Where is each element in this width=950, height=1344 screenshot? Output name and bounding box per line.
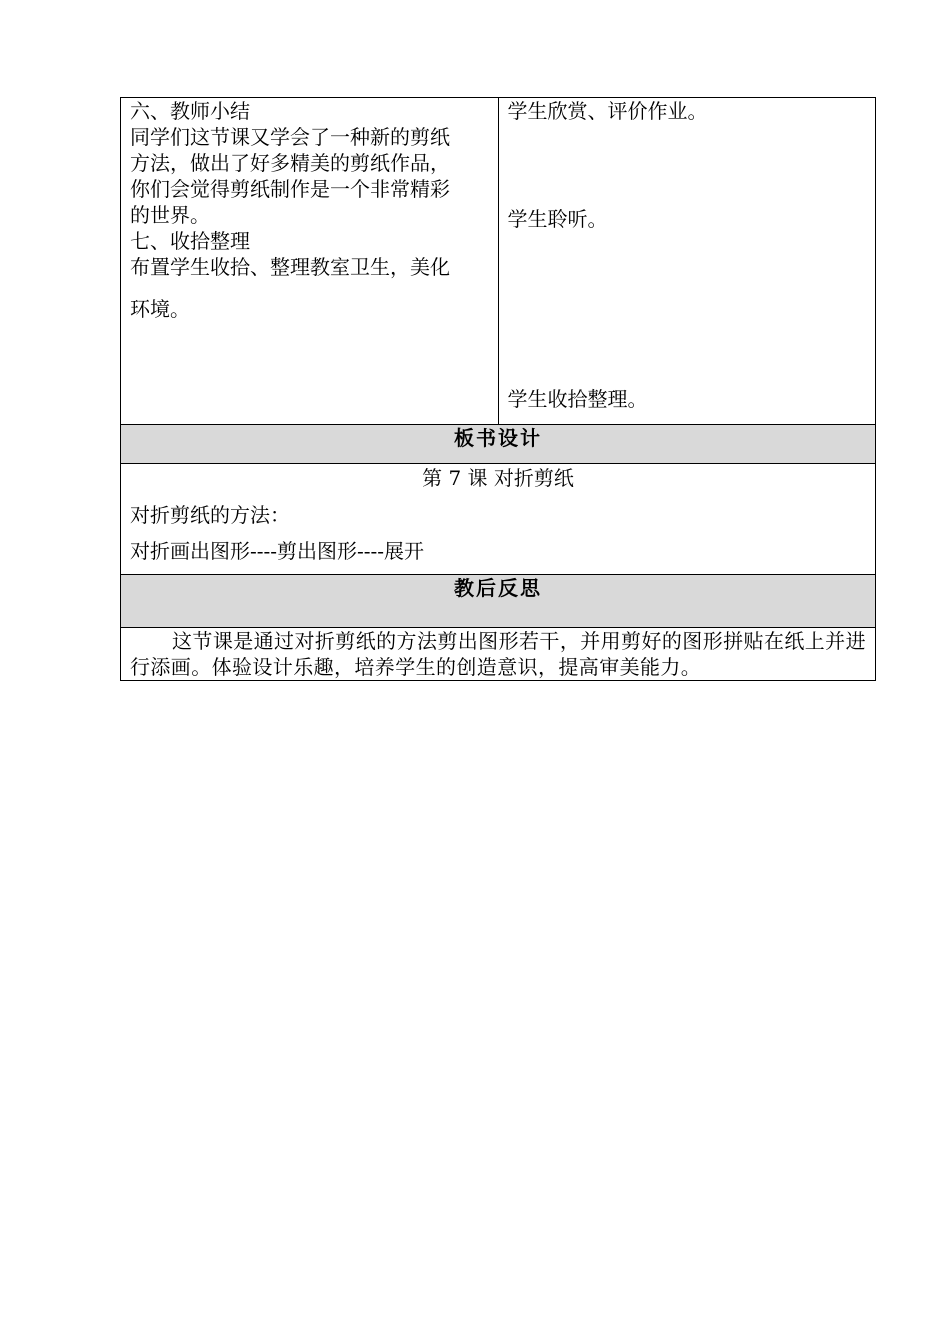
reflection-heading: 教后反思: [121, 575, 876, 628]
lesson-plan-table: [120, 97, 876, 681]
teaching-steps-row: [121, 98, 876, 425]
teacher-line: 方法，做出了好多精美的剪纸作品，: [130, 151, 450, 175]
teacher-line: 同学们这节课又学会了一种新的剪纸: [130, 125, 450, 149]
board-design-title: 第 7 课 对折剪纸: [422, 466, 574, 490]
board-design-line: 对折剪纸的方法：: [130, 503, 290, 527]
teacher-line: 七、收拾整理: [130, 229, 250, 253]
teacher-line: 的世界。: [130, 203, 210, 227]
student-line: 学生欣赏、评价作业。: [507, 99, 708, 123]
board-design-heading: 板书设计: [121, 425, 876, 464]
teacher-line: 你们会觉得剪纸制作是一个非常精彩: [130, 177, 450, 201]
lesson-plan-page: [120, 97, 876, 681]
student-line: 学生聆听。: [507, 207, 608, 231]
student-activity-cell: [498, 98, 876, 425]
student-line: 学生收拾整理。: [507, 387, 648, 411]
board-design-row: [121, 464, 876, 575]
teacher-line: 六、教师小结: [130, 99, 250, 123]
reflection-header-row: [121, 575, 876, 628]
reflection-text: 这节课是通过对折剪纸的方法剪出图形若干，并用剪好的图形拼贴在纸上并进行添画。体验设计乐趣，培养学生的创造意识，提高审美能力。: [121, 628, 876, 681]
board-design-header-row: [121, 425, 876, 464]
teacher-activity-cell: [121, 98, 499, 425]
board-design-cell: [121, 464, 876, 575]
teacher-line: 环境。: [130, 297, 190, 321]
reflection-row: [121, 628, 876, 681]
teacher-line: 布置学生收拾、整理教室卫生，美化: [130, 255, 450, 279]
board-design-line: 对折画出图形----剪出图形----展开: [130, 539, 425, 563]
